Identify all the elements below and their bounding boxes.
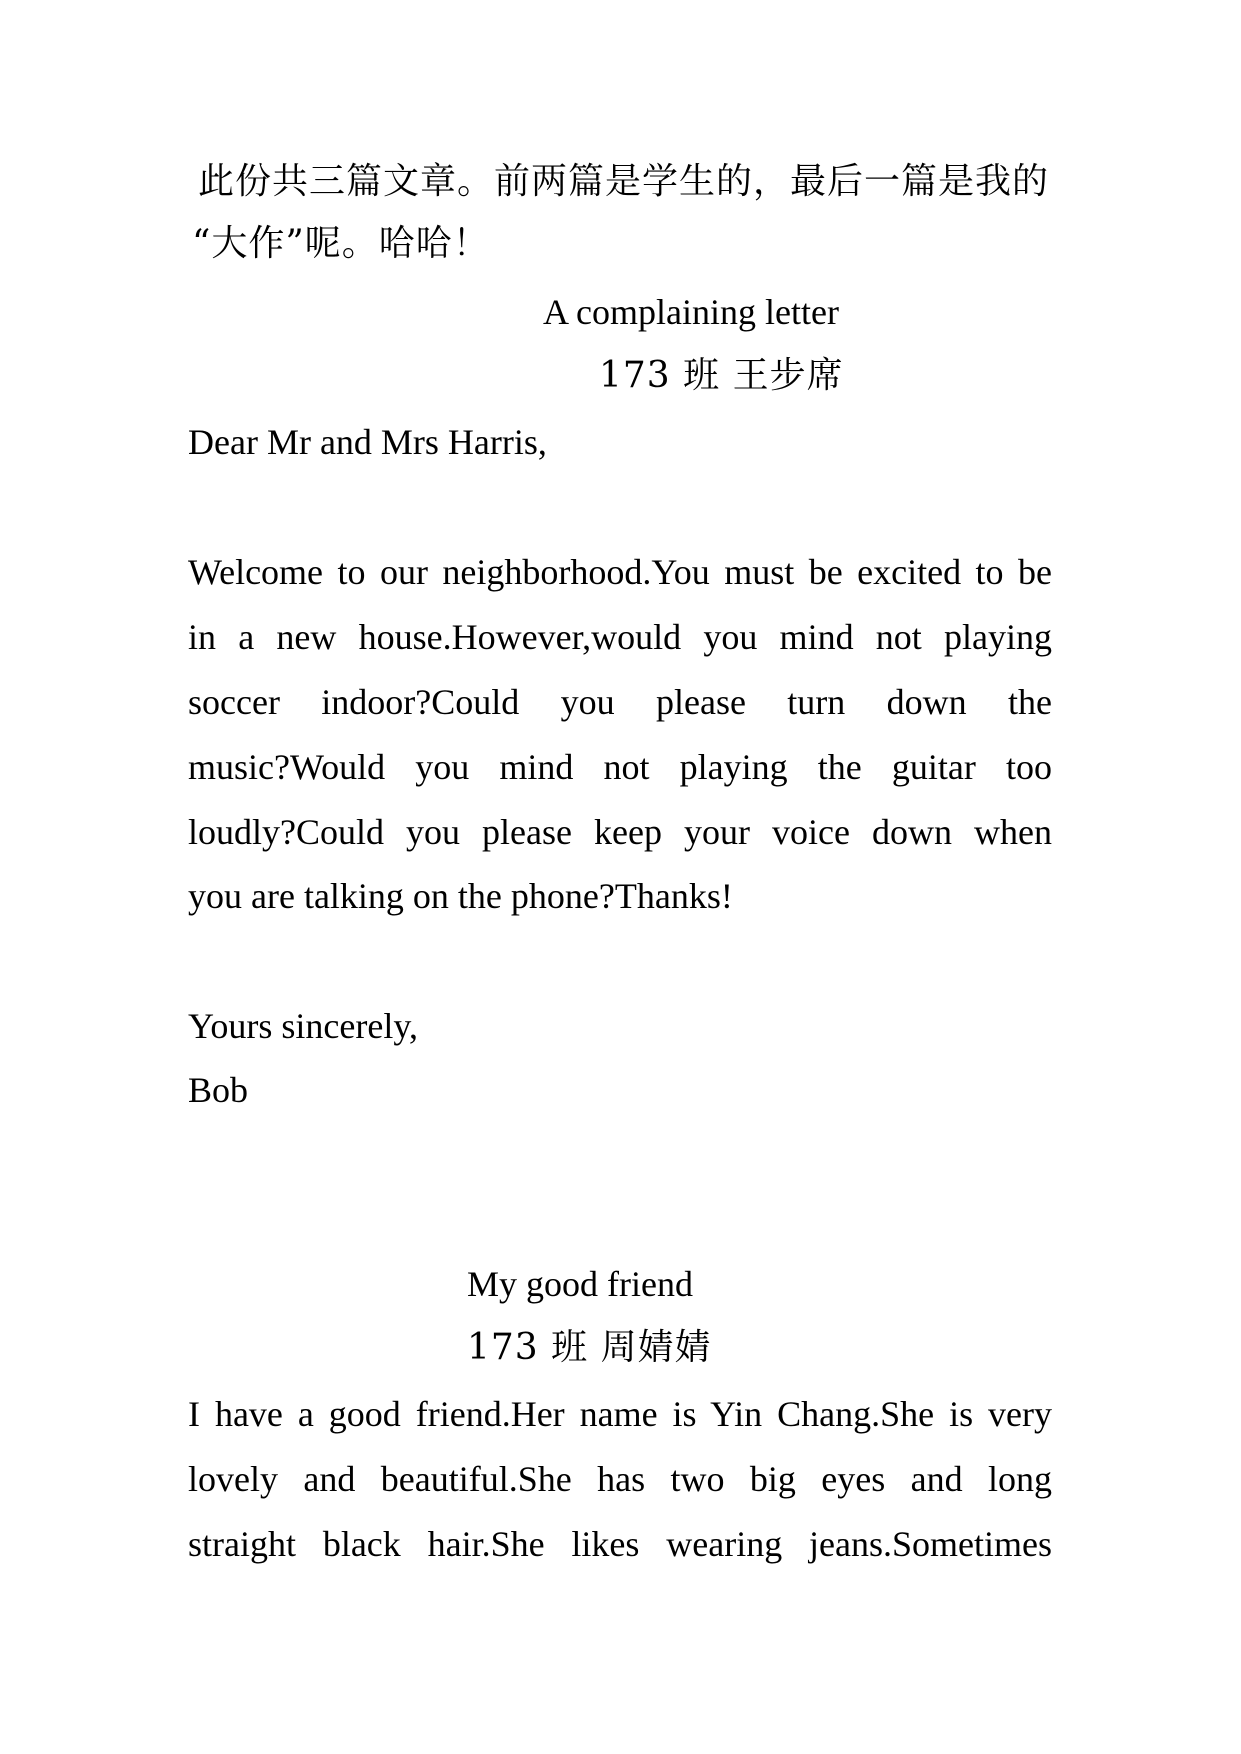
article1-greeting: Dear Mr and Mrs Harris, <box>188 422 547 462</box>
article1-body-line: in a new house.However,would you mind not playing <box>188 617 1052 657</box>
article2-body-line: lovely and beautiful.She has two big eyes and long <box>188 1459 1052 1499</box>
article2-body-line: I have a good friend.Her name is Yin Chang.She is very <box>188 1394 1052 1434</box>
article1-body-line: Welcome to our neighborhood.You must be excited to be <box>188 552 1052 592</box>
article2-author: 173 班 周婧婧 <box>467 1327 712 1368</box>
article2-title: My good friend <box>467 1264 693 1304</box>
intro-line-1: 此份共三篇文章。前两篇是学生的，最后一篇是我的 <box>198 161 1050 202</box>
article1-body-line: you are talking on the phone?Thanks! <box>188 876 733 916</box>
article1-body-line: soccer indoor?Could you please turn down the <box>188 682 1052 722</box>
article2-body-line: straight black hair.She likes wearing jeans.Sometimes <box>188 1524 1052 1564</box>
article1-body-line: music?Would you mind not playing the guitar too <box>188 747 1052 787</box>
article1-author: 173 班 王步席 <box>599 355 844 396</box>
article1-body-line: loudly?Could you please keep your voice down when <box>188 812 1052 852</box>
article1-title: A complaining letter <box>543 292 839 332</box>
article1-closing: Yours sincerely, <box>188 1006 418 1046</box>
article1-signature: Bob <box>188 1070 249 1110</box>
intro-line-2: “大作”呢。哈哈！ <box>192 223 490 264</box>
